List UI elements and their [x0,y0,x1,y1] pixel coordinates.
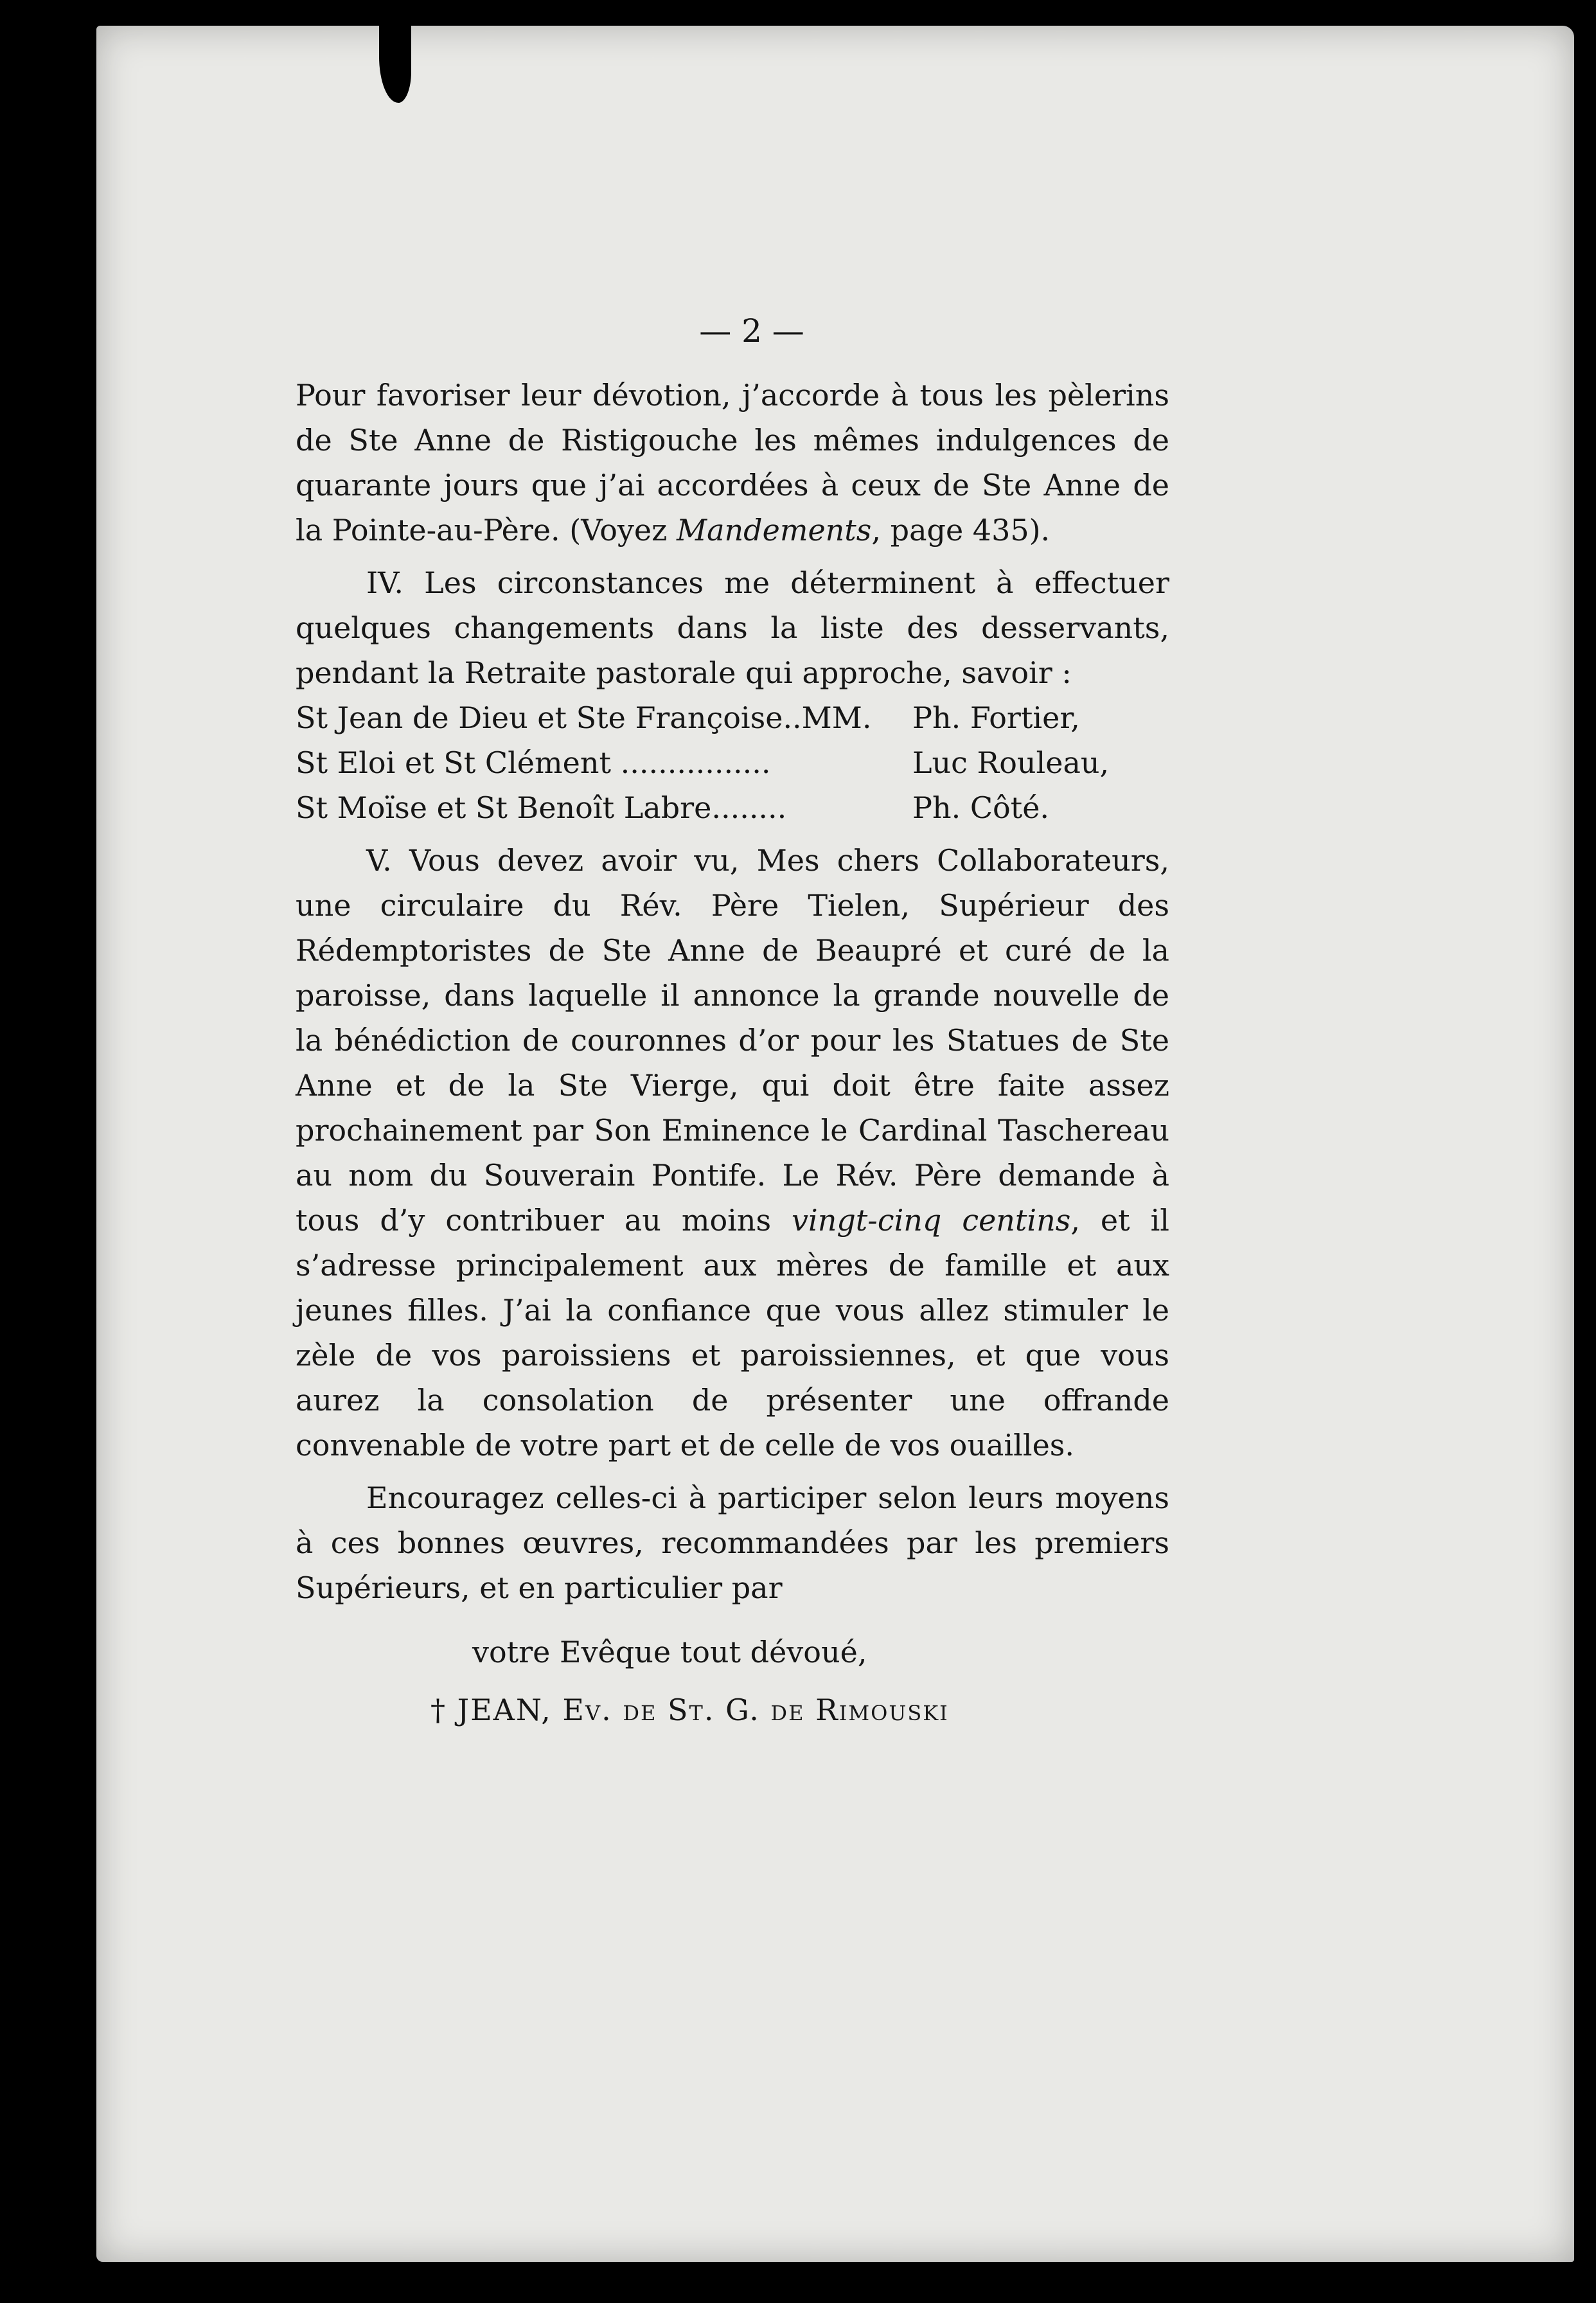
assignment-priest: Luc Rouleau, [912,745,1110,780]
assignment-parishes: St Moïse et St Benoît Labre........ [296,790,787,825]
paragraph-crowns-text: V. Vous devez avoir vu, Mes chers Collaborateurs, une circulaire du Rév. Père Tielen, Supérieur des Rédemptoristes de Ste Anne de Beaupré et curé de la paroisse, dans laquelle il annonce la grande nouvelle de la bénédiction de couronnes d’or pour les Statues de Ste Anne et de la Ste Vierge, qui doit être faite assez prochainement par Son Eminence le Cardinal Taschereau au nom du Souverain Pontife. Le Rév. Père demande à tous d’y contribuer au moins [296,843,1169,1238]
paragraph-indulgences [296,373,1169,553]
contribution-amount: vingt-cinq centins [792,1203,1071,1238]
assignment-list [296,695,1169,830]
assignment-row [296,785,1169,830]
page-number: — 2 — [699,312,804,350]
paragraph-crowns-end: , et il s’adresse principalement aux mères de famille et aux jeunes filles. J’ai la confiance que vous allez stimuler le zèle de vos paroissiens et paroissiennes, et que vous aurez la consolation de présenter une offrande convenable de votre part et de celle de vos ouailles. [296,1203,1169,1463]
mandements-reference: Mandements [677,513,872,547]
paragraph-encouragement: Encouragez celles-ci à participer selon leurs moyens à ces bonnes œuvres, recommandées par les premiers Supérieurs, et en particulier par [296,1480,1169,1605]
paragraph-indulgences-text: Pour favoriser leur dévotion, j’accorde à tous les pèlerins de Ste Anne de Ristigouche les mêmes indulgences de quarante jours que j’ai accordées à ceux de Ste Anne de la Pointe-au-Père. (Voyez [296,378,1169,547]
assignment-priest: Ph. Côté. [912,790,1050,825]
assignment-row [296,740,1169,785]
assignment-priest: Ph. Fortier, [912,700,1080,735]
assignment-parishes: St Jean de Dieu et Ste Françoise..MM. [296,700,872,735]
document-body [296,308,1169,1732]
assignment-parishes: St Eloi et St Clément ................ [296,745,771,780]
paragraph-crowns [296,838,1169,1468]
paragraph-indulgences-end: , page 435). [871,513,1051,547]
closing-line: votre Evêque tout dévoué, [472,1635,867,1669]
paragraph-changes: IV. Les circonstances me déterminent à effectuer quelques changements dans la liste des desservants, pendant la Retraite pastorale qui approche, savoir : [296,565,1169,690]
assignment-row [296,695,1169,740]
signature: † JEAN, Ev. de St. G. de Rimouski [430,1693,949,1727]
